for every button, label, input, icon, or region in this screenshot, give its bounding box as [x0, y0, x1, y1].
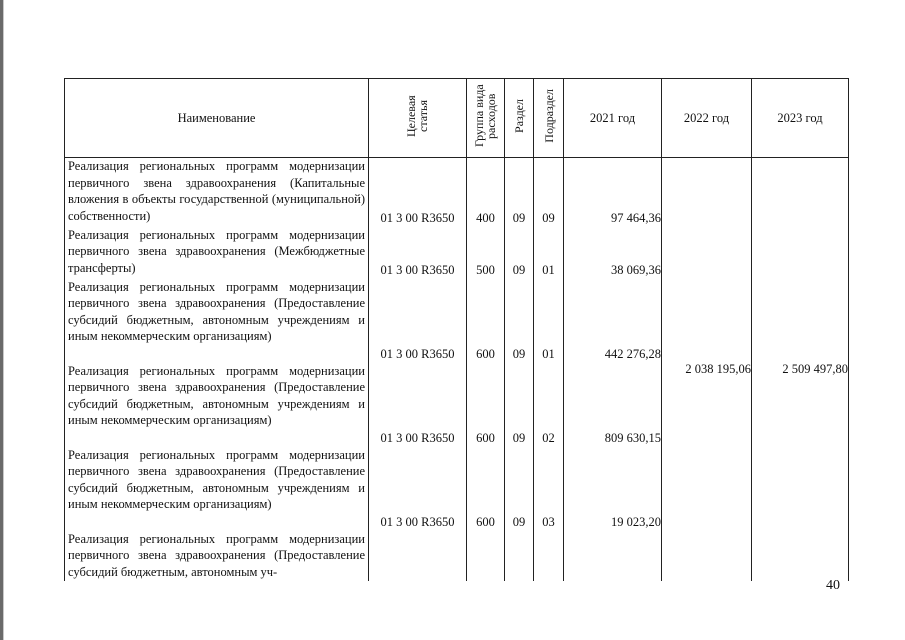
table-row	[65, 158, 849, 227]
row-2021: 442 276,28	[564, 279, 662, 363]
row-group: 400	[467, 158, 505, 227]
row-2021	[564, 531, 662, 581]
row-group: 600	[467, 447, 505, 531]
row-section: 09	[505, 158, 534, 227]
row-subsection	[534, 531, 564, 581]
row-name: Реализация региональных программ модернизации первичного звена здравоохранения (Капитальные вложения в объекты государственной (муниципальной) собственности)	[65, 158, 369, 227]
row-2021: 38 069,36	[564, 227, 662, 279]
row-name: Реализация региональных программ модернизации первичного звена здравоохранения (Межбюджетные трансферты)	[65, 227, 369, 279]
header-2023: 2023 год	[752, 79, 849, 158]
row-code: 01 3 00 R3650	[369, 227, 467, 279]
total-2022: 2 038 195,06	[662, 158, 752, 581]
row-subsection: 02	[534, 363, 564, 447]
header-section: Раздел	[505, 79, 534, 158]
row-code: 01 3 00 R3650	[369, 279, 467, 363]
row-2021: 19 023,20	[564, 447, 662, 531]
header-subsection: Подраздел	[534, 79, 564, 158]
row-code	[369, 531, 467, 581]
row-section	[505, 531, 534, 581]
table-header-row	[65, 79, 849, 158]
row-subsection: 09	[534, 158, 564, 227]
row-code: 01 3 00 R3650	[369, 447, 467, 531]
row-section: 09	[505, 227, 534, 279]
row-name: Реализация региональных программ модернизации первичного звена здравоохранения (Предоставление субсидий бюджетным, автономным уч-	[65, 531, 369, 581]
row-name: Реализация региональных программ модернизации первичного звена здравоохранения (Предоставление субсидий бюджетным, автономным учреждениям и иным некоммерческим организациям)	[65, 447, 369, 531]
budget-table	[64, 78, 849, 581]
row-section: 09	[505, 363, 534, 447]
row-section: 09	[505, 279, 534, 363]
row-subsection: 01	[534, 279, 564, 363]
row-section: 09	[505, 447, 534, 531]
row-code: 01 3 00 R3650	[369, 158, 467, 227]
row-group: 600	[467, 279, 505, 363]
row-group	[467, 531, 505, 581]
scan-left-mark	[3, 0, 4, 640]
row-name: Реализация региональных программ модернизации первичного звена здравоохранения (Предоставление субсидий бюджетным, автономным учреждениям и иным некоммерческим организациям)	[65, 363, 369, 447]
row-group: 500	[467, 227, 505, 279]
header-expense-group: Группа вида расходов	[467, 79, 505, 158]
header-2022: 2022 год	[662, 79, 752, 158]
row-2021: 97 464,36	[564, 158, 662, 227]
header-target-article: Целевая статья	[369, 79, 467, 158]
row-name: Реализация региональных программ модернизации первичного звена здравоохранения (Предоставление субсидий бюджетным, автономным учреждениям и иным некоммерческим организациям)	[65, 279, 369, 363]
row-2021: 809 630,15	[564, 363, 662, 447]
header-2021: 2021 год	[564, 79, 662, 158]
row-group: 600	[467, 363, 505, 447]
row-code: 01 3 00 R3650	[369, 363, 467, 447]
header-name: Наименование	[65, 79, 369, 158]
row-subsection: 01	[534, 227, 564, 279]
total-2023: 2 509 497,80	[752, 158, 849, 581]
page-number: 40	[826, 578, 840, 593]
row-subsection: 03	[534, 447, 564, 531]
